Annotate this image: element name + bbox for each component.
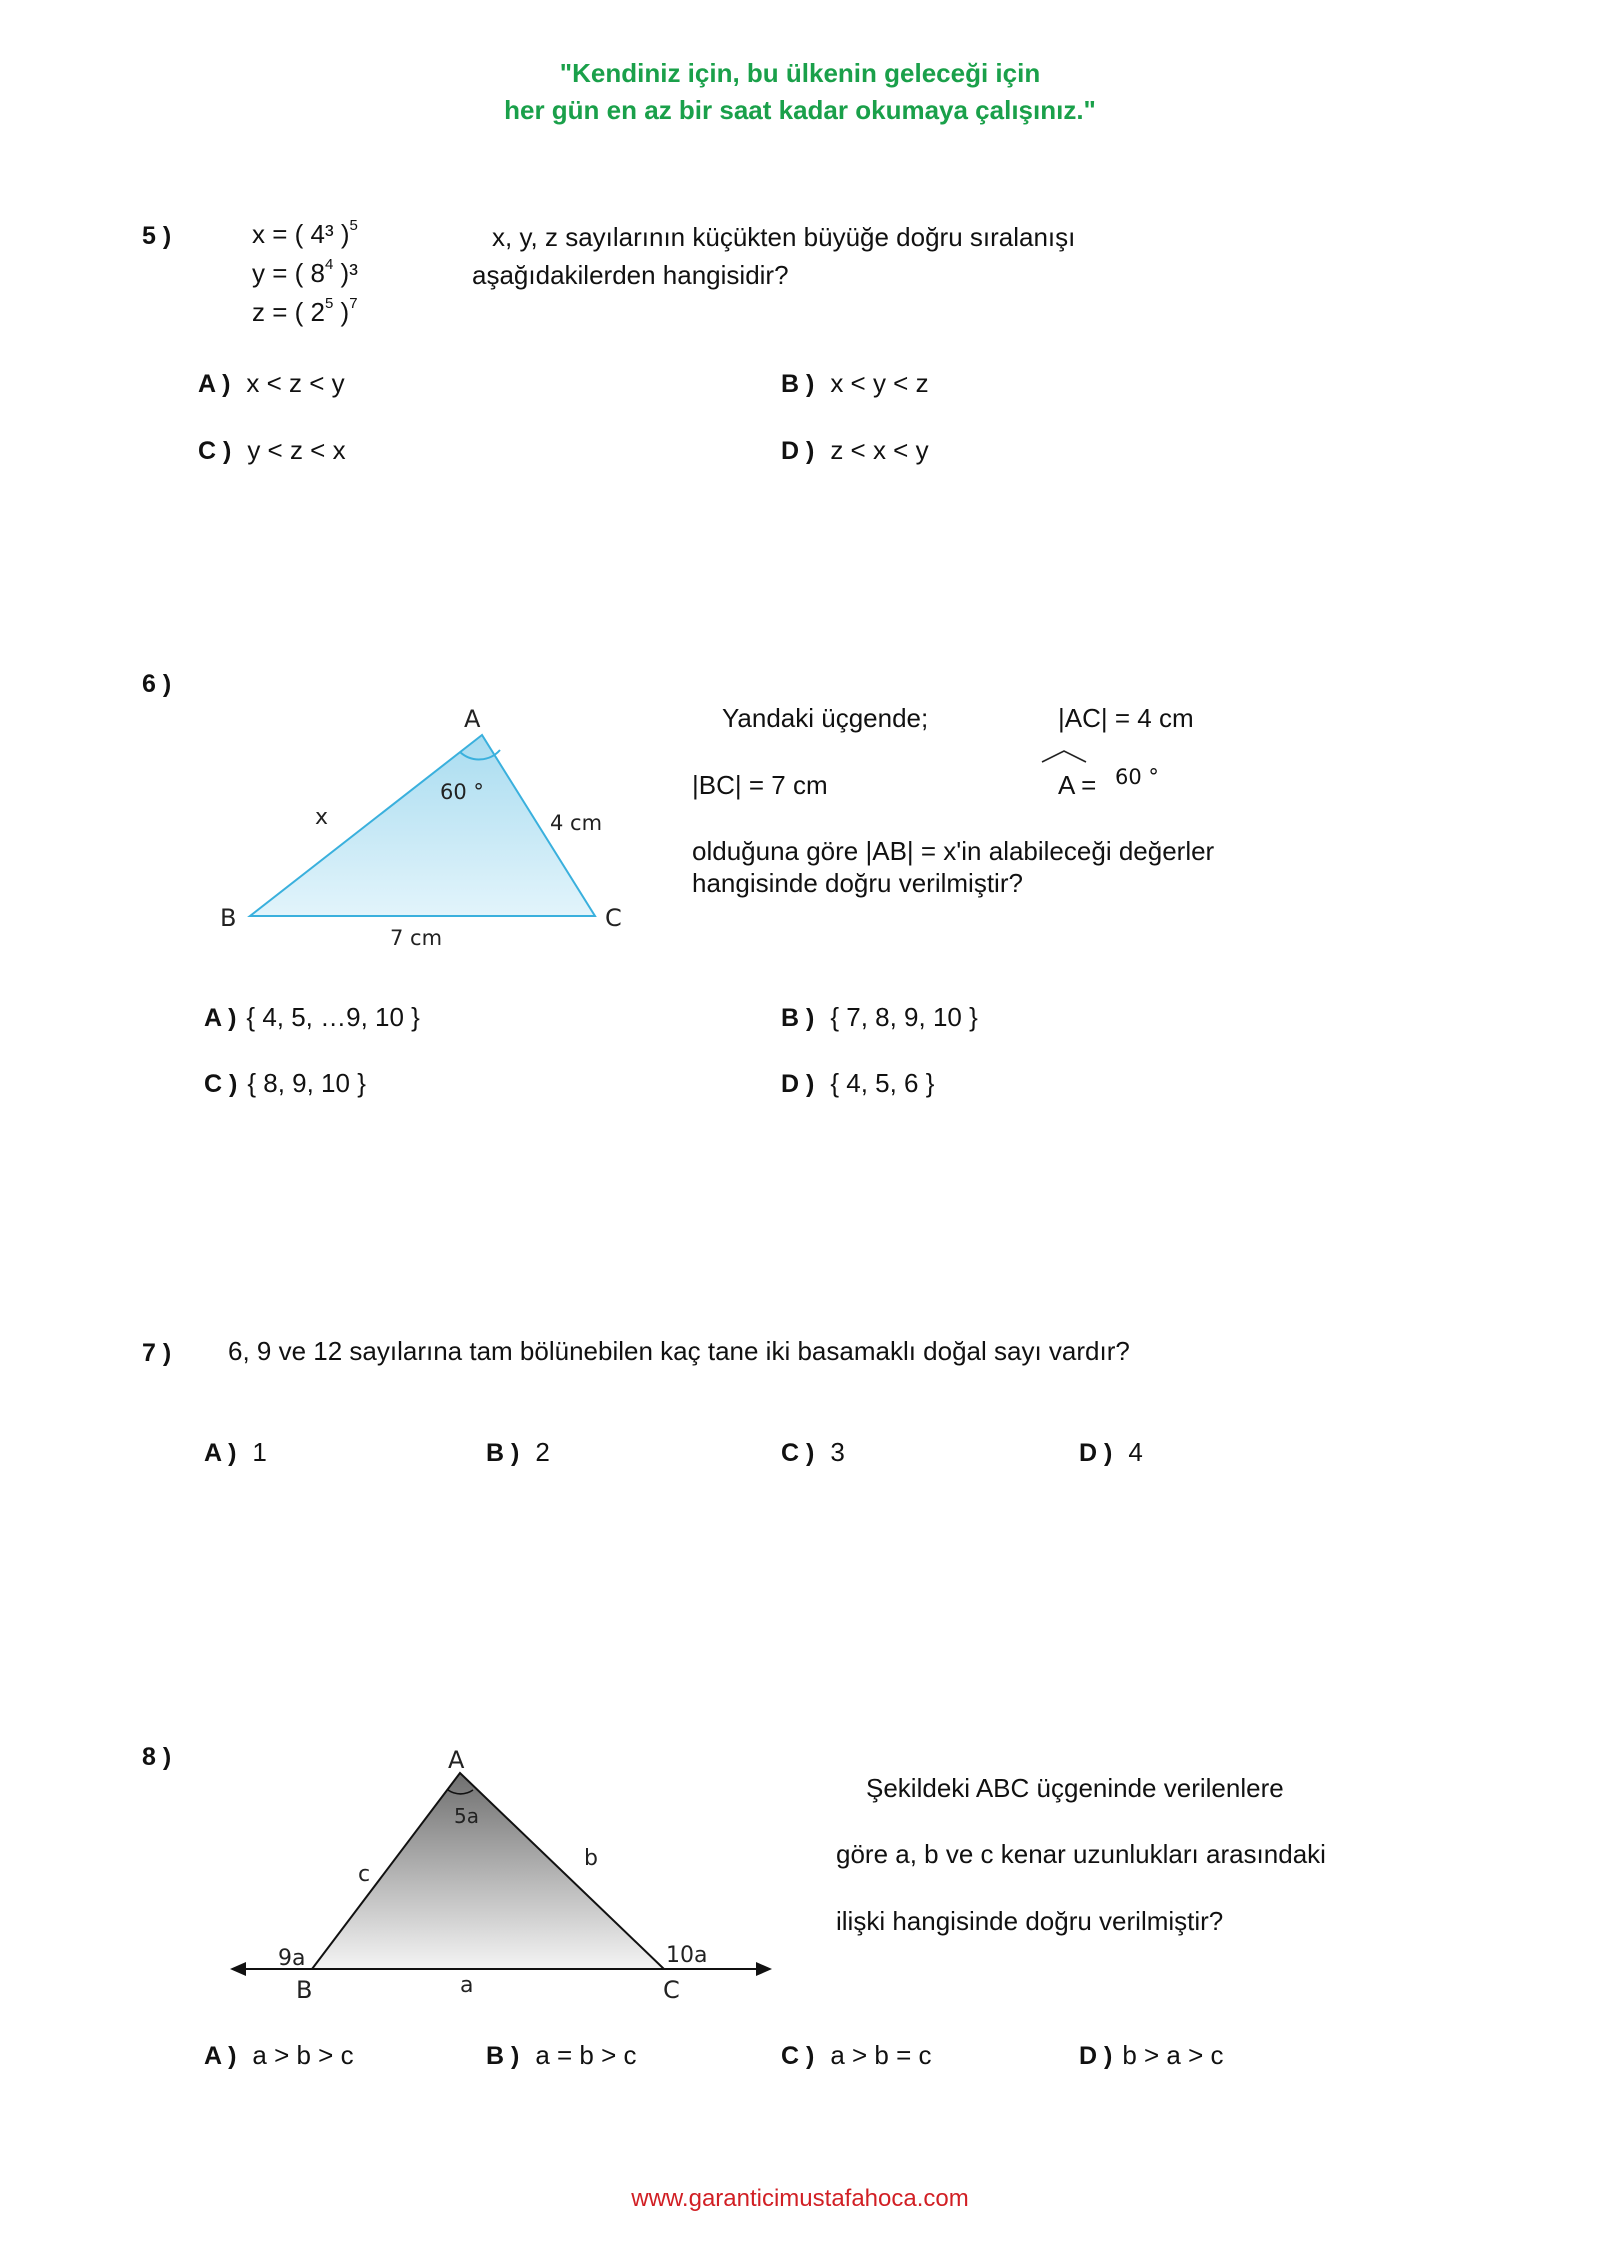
- bc-given: |BC| = 7 cm: [692, 770, 828, 800]
- option-c[interactable]: C ) y < z < x: [198, 435, 346, 465]
- option-d[interactable]: D ) 4: [1079, 1437, 1143, 1467]
- question-number: 7 ): [142, 1339, 172, 1367]
- angle-given-value: 60 °: [1115, 765, 1159, 789]
- option-a[interactable]: A ) 1: [204, 1437, 267, 1467]
- vertex-a-label: A: [448, 1746, 465, 1774]
- question-text-line-2: aşağıdakilerden hangisidir?: [472, 260, 789, 290]
- option-b[interactable]: B ) x < y < z: [781, 368, 929, 398]
- option-d[interactable]: D ) b > a > c: [1079, 2040, 1224, 2070]
- triangle-shape: [250, 735, 595, 916]
- angle-hat-icon: [1040, 748, 1088, 764]
- side-ac-label: 4 cm: [550, 811, 603, 835]
- angle-a-label: 5a: [454, 1804, 479, 1828]
- left-arrow-icon: [230, 1962, 246, 1976]
- question-text-line-2: hangisinde doğru verilmiştir?: [692, 868, 1023, 898]
- question-text-line-1: Şekildeki ABC üçgeninde verilenlere: [866, 1773, 1284, 1803]
- option-c[interactable]: C ) 3: [781, 1437, 845, 1467]
- question-text-line-1: olduğuna göre |AB| = x'in alabileceği değerler: [692, 836, 1215, 866]
- footer-website-link[interactable]: www.garanticimustafahoca.com: [631, 2185, 969, 2212]
- question-text-line-2: göre a, b ve c kenar uzunlukları arasındaki: [836, 1839, 1326, 1869]
- angle-given-label: A =: [1058, 770, 1097, 800]
- vertex-c-label: C: [663, 1976, 680, 2004]
- side-a-label: a: [460, 1973, 474, 1998]
- side-b-label: b: [584, 1846, 598, 1871]
- option-c[interactable]: C ) { 8, 9, 10 }: [204, 1068, 366, 1098]
- triangle-figure: [200, 690, 660, 960]
- option-b[interactable]: B ) a = b > c: [486, 2040, 637, 2070]
- option-a[interactable]: A ) { 4, 5, …9, 10 }: [204, 1002, 420, 1032]
- ac-given: |AC| = 4 cm: [1058, 703, 1194, 733]
- question-text-line-3: ilişki hangisinde doğru verilmiştir?: [836, 1906, 1224, 1936]
- z-definition: z = ( $2^5$ )$^7$: [252, 295, 358, 327]
- option-a[interactable]: A ) x < z < y: [198, 368, 345, 398]
- question-number: 5 ): [142, 222, 172, 250]
- vertex-c-label: C: [605, 904, 622, 932]
- angle-c-label: 10a: [666, 1943, 708, 1968]
- question-number: 8 ): [142, 1743, 172, 1771]
- question-text-line-1: x, y, z sayılarının küçükten büyüğe doğru sıralanışı: [492, 222, 1076, 252]
- question-text: 6, 9 ve 12 sayılarına tam bölünebilen kaç tane iki basamaklı doğal sayı vardır?: [228, 1336, 1130, 1366]
- question-number: 6 ): [142, 670, 172, 698]
- option-b[interactable]: B ) { 7, 8, 9, 10 }: [781, 1002, 978, 1032]
- motto-line-2: her gün en az bir saat kadar okumaya çalışınız.": [504, 95, 1096, 125]
- intro-text: Yandaki üçgende;: [722, 703, 929, 733]
- vertex-a-label: A: [464, 705, 481, 733]
- motto-line-1: "Kendiniz için, bu ülkenin geleceği için: [559, 58, 1041, 88]
- angle-label: 60 °: [440, 780, 484, 804]
- option-d[interactable]: D ) { 4, 5, 6 }: [781, 1068, 935, 1098]
- x-definition: x = ( 4³ )$^5$: [252, 217, 358, 249]
- option-b[interactable]: B ) 2: [486, 1437, 550, 1467]
- option-a[interactable]: A ) a > b > c: [204, 2040, 354, 2070]
- vertex-b-label: B: [296, 1976, 313, 2004]
- vertex-b-label: B: [220, 904, 237, 932]
- option-c[interactable]: C ) a > b = c: [781, 2040, 932, 2070]
- side-bc-label: 7 cm: [390, 926, 443, 950]
- angle-b-label: 9a: [278, 1946, 306, 1971]
- side-ab-label: x: [315, 805, 329, 830]
- y-definition: y = ( $8^4$ )³: [252, 256, 358, 288]
- triangle-figure: [220, 1740, 790, 2010]
- side-c-label: c: [358, 1862, 371, 1887]
- right-arrow-icon: [756, 1962, 772, 1976]
- option-d[interactable]: D ) z < x < y: [781, 435, 929, 465]
